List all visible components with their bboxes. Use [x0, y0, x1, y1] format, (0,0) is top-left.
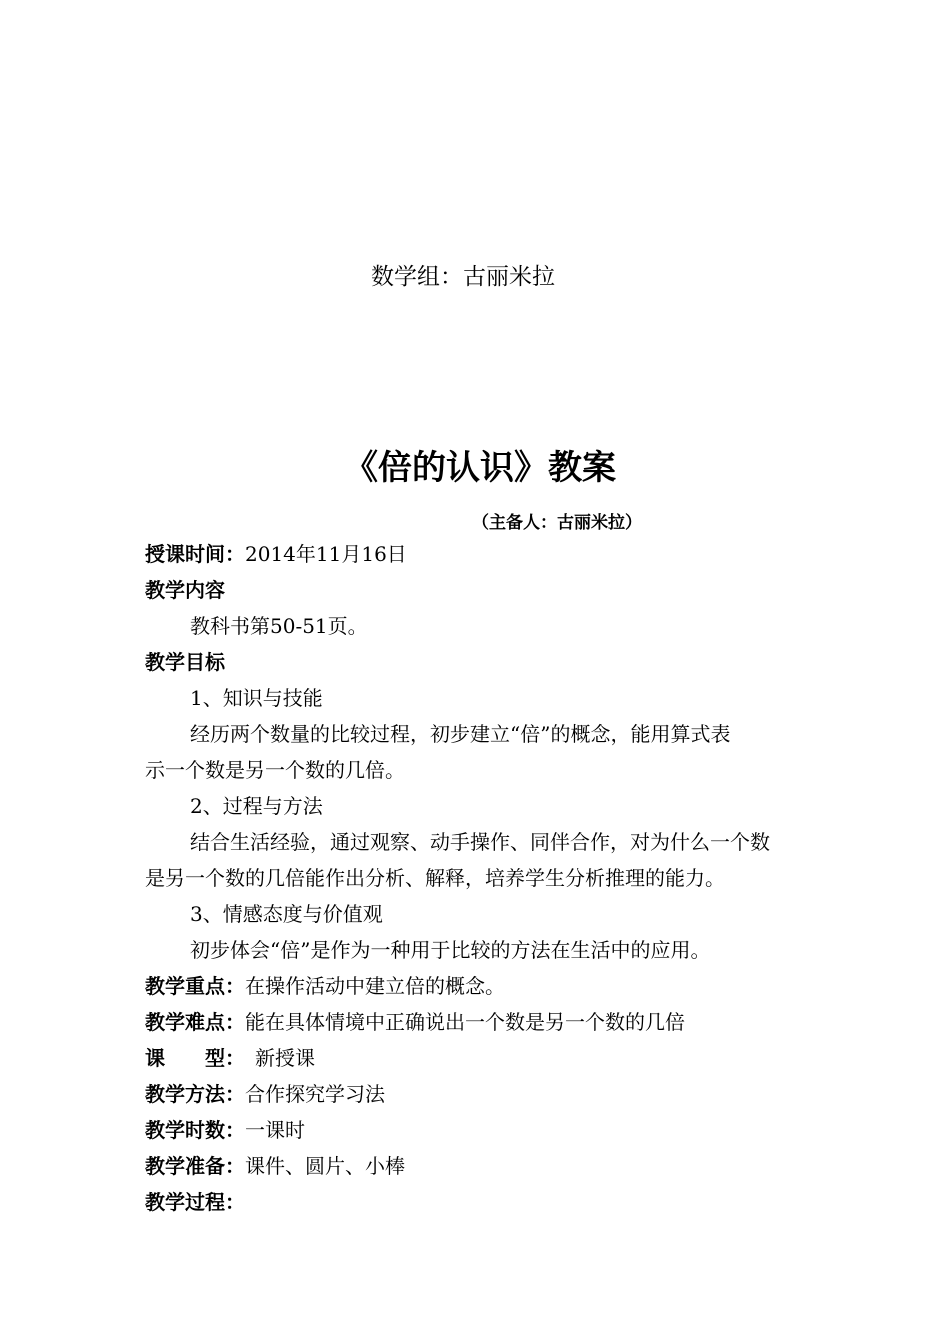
lesson-type-value: 新授课: [255, 1046, 315, 1070]
preparer-line: （主备人：古丽米拉）: [472, 513, 642, 533]
teaching-content-text: 教科书第50-51页。: [190, 614, 368, 638]
lesson-type-label-char1: 课: [145, 1046, 165, 1070]
teaching-time-label: 授课时间：: [145, 542, 245, 566]
goal2-line2: 是另一个数的几倍能作出分析、解释，培养学生分析推理的能力。: [145, 866, 725, 890]
teaching-hours-row: [145, 1115, 305, 1145]
goal1-title: 1、知识与技能: [190, 686, 323, 710]
goal3-line1: 初步体会“倍”是作为一种用于比较的方法在生活中的应用。: [190, 938, 711, 962]
group-teacher-line: 数学组：古丽米拉: [371, 264, 555, 290]
difficulty-value: 能在具体情境中正确说出一个数是另一个数的几倍: [245, 1010, 685, 1034]
document-title: 《倍的认识》教案: [344, 448, 616, 488]
lesson-type-label-char2: 型：: [205, 1046, 245, 1070]
teaching-method-row: [145, 1079, 385, 1109]
teaching-process-label: 教学过程：: [145, 1190, 245, 1214]
teaching-prep-row: [145, 1151, 405, 1181]
teaching-time-value: 2014年11月16日: [245, 542, 407, 566]
teaching-time-row: [145, 539, 407, 569]
key-point-label: 教学重点：: [145, 974, 245, 998]
goal1-line2: 示一个数是另一个数的几倍。: [145, 758, 405, 782]
goal3-title: 3、情感态度与价值观: [190, 902, 383, 926]
teaching-method-value: 合作探究学习法: [245, 1082, 385, 1106]
lesson-type-row: [145, 1043, 315, 1073]
teaching-goals-heading: 教学目标: [145, 650, 225, 674]
teaching-method-label: 教学方法：: [145, 1082, 245, 1106]
teaching-prep-value: 课件、圆片、小棒: [245, 1154, 405, 1178]
teaching-prep-label: 教学准备：: [145, 1154, 245, 1178]
key-point-value: 在操作活动中建立倍的概念。: [245, 974, 505, 998]
goal1-line1: 经历两个数量的比较过程，初步建立“倍”的概念，能用算式表: [190, 722, 731, 746]
teaching-hours-label: 教学时数：: [145, 1118, 245, 1142]
difficulty-label: 教学难点：: [145, 1010, 245, 1034]
teaching-content-heading: 教学内容: [145, 578, 225, 602]
goal2-title: 2、过程与方法: [190, 794, 323, 818]
key-point-row: [145, 971, 505, 1001]
goal2-line1: 结合生活经验，通过观察、动手操作、同伴合作，对为什么一个数: [190, 830, 770, 854]
difficulty-row: [145, 1007, 685, 1037]
lesson-type-label: [145, 1043, 255, 1073]
teaching-hours-value: 一课时: [245, 1118, 305, 1142]
